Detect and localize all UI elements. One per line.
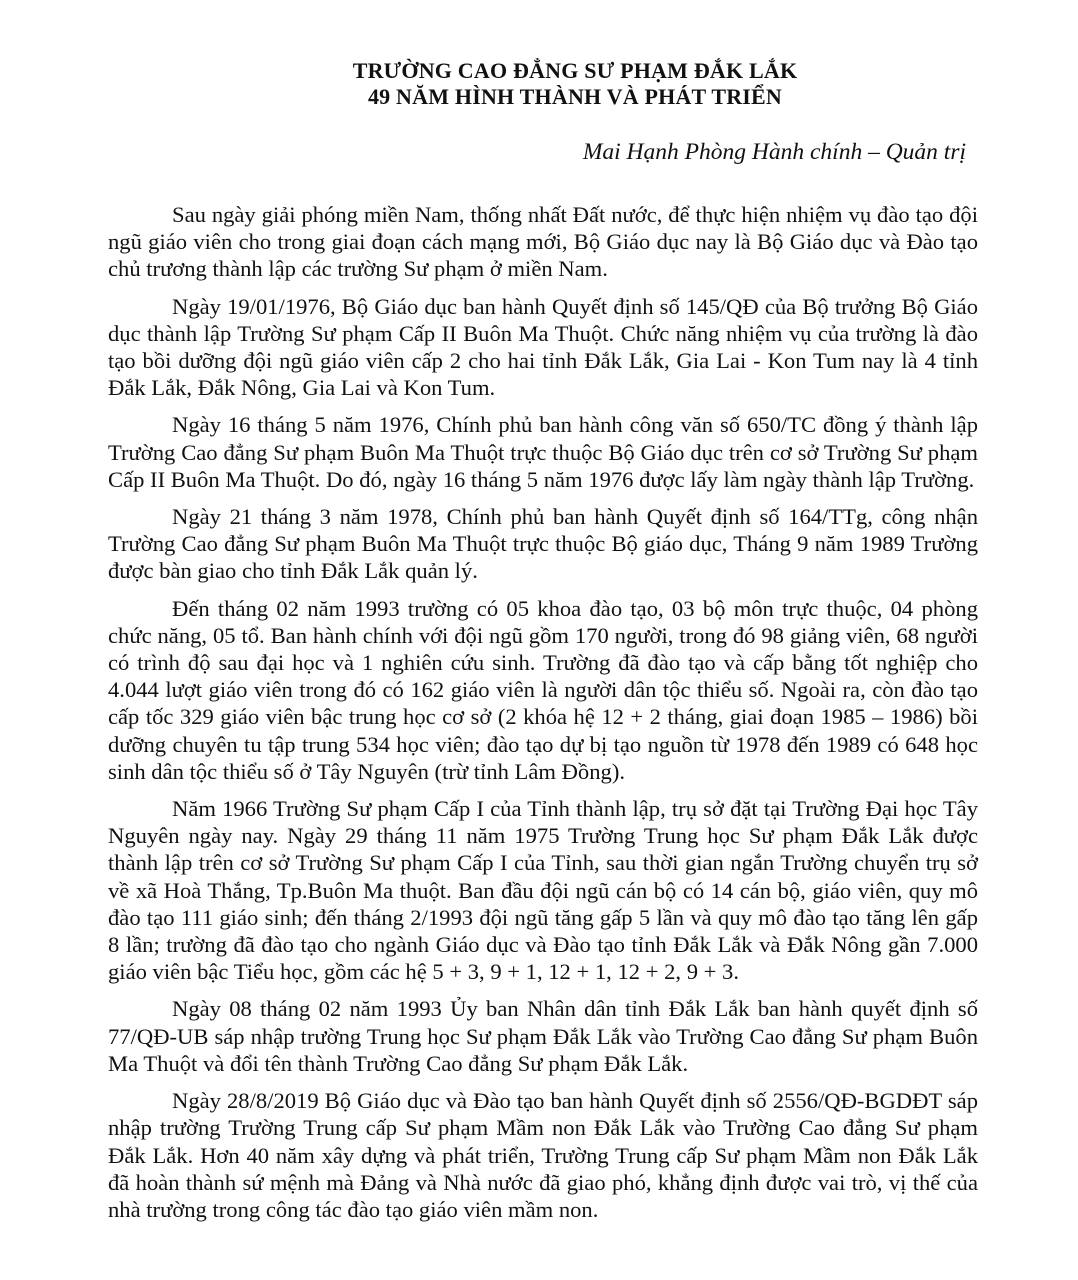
author-line: Mai Hạnh Phòng Hành chính – Quản trị: [582, 139, 966, 165]
title-line-2: 49 NĂM HÌNH THÀNH VÀ PHÁT TRIỂN: [367, 84, 783, 109]
paragraph-2: Ngày 19/01/1976, Bộ Giáo dục ban hành Quyết định số 145/QĐ của Bộ trưởng Bộ Giáo dục thành lập Trường Sư phạm Cấp II Buôn Ma Thuột. Chức năng nhiệm vụ của trường là đào tạo bồi dưỡng đội ngũ giáo viên cấp 2 cho hai tỉnh Đắk Lắk, Gia Lai - Kon Tum nay là 4 tỉnh Đắk Lắk, Đắk Nông, Gia Lai và Kon Tum.: [108, 293, 978, 401]
document-body: [108, 201, 978, 1233]
paragraph-3: Ngày 16 tháng 5 năm 1976, Chính phủ ban hành công văn số 650/TC đồng ý thành lập Trường Cao đẳng Sư phạm Buôn Ma Thuột trực thuộc Bộ Giáo dục trên cơ sở Trường Sư phạm Cấp II Buôn Ma Thuột. Do đó, ngày 16 tháng 5 năm 1976 được lấy làm ngày thành lập Trường.: [108, 412, 978, 492]
paragraph-4: Ngày 21 tháng 3 năm 1978, Chính phủ ban hành Quyết định số 164/TTg, công nhận Trường Cao đẳng Sư phạm Buôn Ma Thuột trực thuộc Bộ giáo dục, Tháng 9 năm 1989 Trường được bàn giao cho tỉnh Đắk Lắk quản lý.: [108, 504, 978, 584]
paragraph-5: Đến tháng 02 năm 1993 trường có 05 khoa đào tạo, 03 bộ môn trực thuộc, 04 phòng chức năng, 05 tổ. Ban hành chính với đội ngũ gồm 170 người, trong đó 98 giảng viên, 68 người có trình độ sau đại học và 1 nghiên cứu sinh. Trường đã đào tạo và cấp bằng tốt nghiệp cho 4.044 lượt giáo viên trong đó có 162 giáo viên là người dân tộc thiểu số. Ngoài ra, còn đào tạo cấp tốc 329 giáo viên bậc trung học cơ sở (2 khóa hệ 12 + 2 tháng, giai đoạn 1985 – 1986) bồi dưỡng chuyên tu tập trung 534 học viên; đào tạo dự bị tạo nguồn từ 1978 đến 1989 có 648 học sinh dân tộc thiểu số ở Tây Nguyên (trừ tỉnh Lâm Đồng).: [108, 595, 978, 784]
title-line-1: TRƯỜNG CAO ĐẲNG SƯ PHẠM ĐẮK LẮK: [352, 58, 798, 83]
paragraph-7: Ngày 08 tháng 02 năm 1993 Ủy ban Nhân dân tỉnh Đắk Lắk ban hành quyết định số 77/QĐ-UB sáp nhập trường Trung học Sư phạm Đắk Lắk vào Trường Cao đẳng Sư phạm Buôn Ma Thuột và đổi tên thành Trường Cao đẳng Sư phạm Đắk Lắk.: [108, 996, 978, 1076]
paragraph-8: Ngày 28/8/2019 Bộ Giáo dục và Đào tạo ban hành Quyết định số 2556/QĐ-BGDĐT sáp nhập trường Trường Trung cấp Sư phạm Mầm non Đắk Lắk vào Trường Cao đẳng Sư phạm Đắk Lắk. Hơn 40 năm xây dựng và phát triển, Trường Trung cấp Sư phạm Mầm non Đắk Lắk đã hoàn thành sứ mệnh mà Đảng và Nhà nước đã giao phó, khẳng định được vai trò, vị thế của nhà trường trong công tác đào tạo giáo viên mầm non.: [108, 1088, 978, 1222]
paragraph-6: Năm 1966 Trường Sư phạm Cấp I của Tỉnh thành lập, trụ sở đặt tại Trường Đại học Tây Nguyên ngày nay. Ngày 29 tháng 11 năm 1975 Trường Trung học Sư phạm Đắk Lắk được thành lập trên cơ sở Trường Sư phạm Cấp I của Tỉnh, sau thời gian ngắn Trường chuyển trụ sở về xã Hoà Thắng, Tp.Buôn Ma thuột. Ban đầu đội ngũ cán bộ có 14 cán bộ, giáo viên, quy mô đào tạo 111 giáo sinh; đến tháng 2/1993 đội ngũ tăng gấp 5 lần và quy mô đào tạo tăng lên gấp 8 lần; trường đã đào tạo cho ngành Giáo dục và Đào tạo tỉnh Đắk Lắk và Đắk Nông gần 7.000 giáo viên bậc Tiểu học, gồm các hệ 5 + 3, 9 + 1, 12 + 1, 12 + 2, 9 + 3.: [108, 796, 978, 985]
paragraph-1: Sau ngày giải phóng miền Nam, thống nhất Đất nước, để thực hiện nhiệm vụ đào tạo đội ngũ giáo viên cho trong giai đoạn cách mạng mới, Bộ Giáo dục nay là Bộ Giáo dục và Đào tạo chủ trương thành lập các trường Sư phạm ở miền Nam.: [108, 202, 978, 282]
document-title: [0, 58, 1078, 110]
